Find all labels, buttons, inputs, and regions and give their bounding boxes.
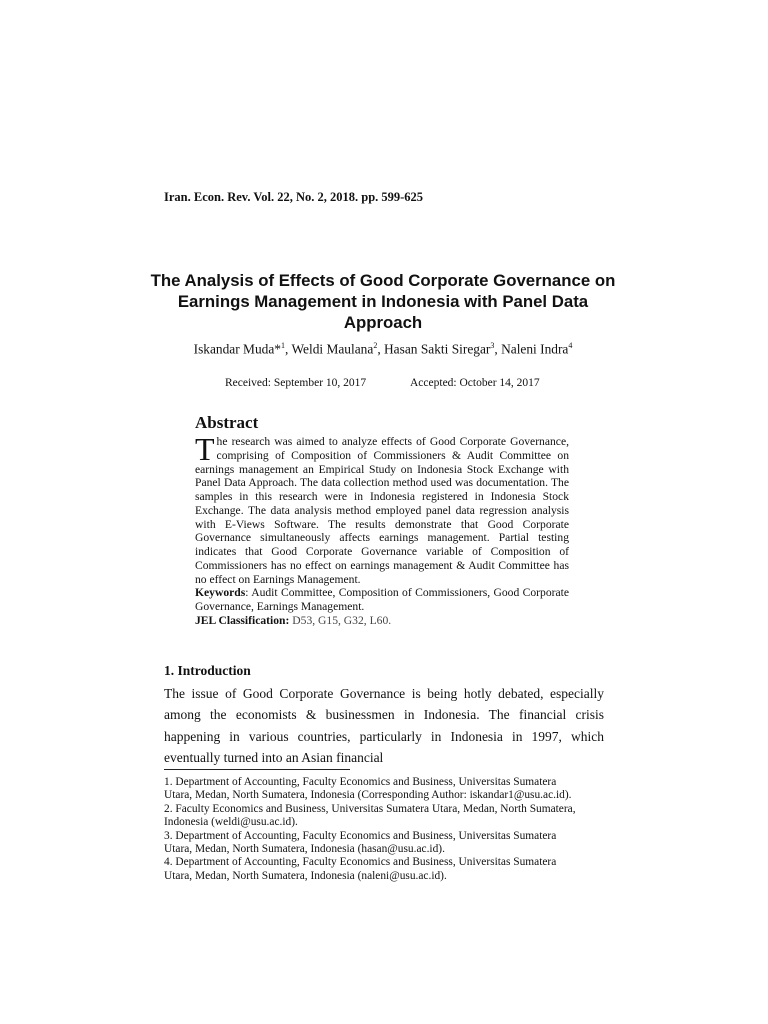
jel-value: D53, G15, G32, L60. bbox=[289, 613, 392, 627]
author-name: Naleni Indra bbox=[501, 341, 569, 357]
author-list bbox=[150, 341, 616, 357]
paper-title: The Analysis of Effects of Good Corporate Governance on Earnings Management in Indonesia with Panel Data Approach bbox=[150, 271, 616, 332]
introduction-text: The issue of Good Corporate Governance is being hotly debated, especially among the economists & businessmen in Indonesia. The financial crisis happening in various countries, particularly in Indonesia in 1997, which eventually turned into an Asian financial bbox=[164, 686, 604, 766]
author-affiliation-mark: 2 bbox=[373, 341, 378, 350]
footnote: 3. Department of Accounting, Faculty Economics and Business, Universitas Sumatera Utara, Medan, North Sumatera, Indonesia (hasan@usu.ac.id). bbox=[164, 829, 557, 856]
author-name: Hasan Sakti Siregar bbox=[384, 341, 491, 357]
jel-label: JEL Classification: bbox=[195, 613, 290, 627]
drop-cap: T bbox=[195, 431, 215, 467]
keywords-value: : Audit Committee, Composition of Commissioners, Good Corporate Governance, Earnings Management. bbox=[195, 586, 569, 613]
abstract-body bbox=[195, 431, 569, 586]
author-affiliation-mark: 3 bbox=[490, 341, 495, 350]
footnote: 2. Faculty Economics and Business, Universitas Sumatera Utara, Medan, North Sumatera, Indonesia (weldi@usu.ac.id). bbox=[164, 802, 576, 829]
author-separator: , bbox=[377, 341, 385, 357]
author-separator: , bbox=[285, 341, 292, 357]
keywords-label: Keywords bbox=[195, 586, 246, 600]
footnote: 4. Department of Accounting, Faculty Economics and Business, Universitas Sumatera Utara, Medan, North Sumatera, Indonesia (naleni@usu.ac.id). bbox=[164, 856, 557, 882]
journal-reference: Iran. Econ. Rev. Vol. 22, No. 2, 2018. pp. 599-625 bbox=[164, 190, 424, 204]
footnote-divider bbox=[164, 769, 350, 770]
footnote: 1. Department of Accounting, Faculty Economics and Business, Universitas Sumatera Utara, Medan, North Sumatera, Indonesia (Corresponding Author: iskandar1@usu.ac.id). bbox=[164, 776, 572, 802]
jel-line bbox=[195, 614, 569, 628]
abstract-heading: Abstract bbox=[195, 413, 259, 432]
abstract-text: he research was aimed to analyze effects of Good Corporate Governance, comprising of Composition of Commissioners & Audit Committee on earnings management an Empirical Study on Indonesia Stock Exchange with Panel Data Approach. The data collection method used was documentation. The samples in this research were in Indonesia registered in Indonesia Stock Exchange. The data analysis method employed panel data regression analysis with E-Views Software. The results demonstrate that Good Corporate Governance simultaneously affects earnings management. Partial testing indicates that Good Corporate Governance variable of Composition of Commissioners has no effect on earnings management & Audit Committee has no effect on Earnings Management. bbox=[195, 435, 569, 586]
abstract-section bbox=[195, 413, 569, 628]
author-separator: , bbox=[494, 341, 502, 357]
accepted-date: Accepted: October 14, 2017 bbox=[410, 377, 540, 389]
author-name: Iskandar Muda* bbox=[193, 341, 281, 357]
keywords-line bbox=[195, 586, 569, 614]
section-heading-introduction: 1. Introduction bbox=[164, 663, 251, 678]
author-affiliation-mark: 1 bbox=[281, 341, 285, 350]
author-affiliation-mark: 4 bbox=[568, 341, 573, 350]
footnotes bbox=[164, 776, 584, 883]
author-name: Weldi Maulana bbox=[291, 341, 374, 357]
received-date: Received: September 10, 2017 bbox=[225, 377, 367, 389]
